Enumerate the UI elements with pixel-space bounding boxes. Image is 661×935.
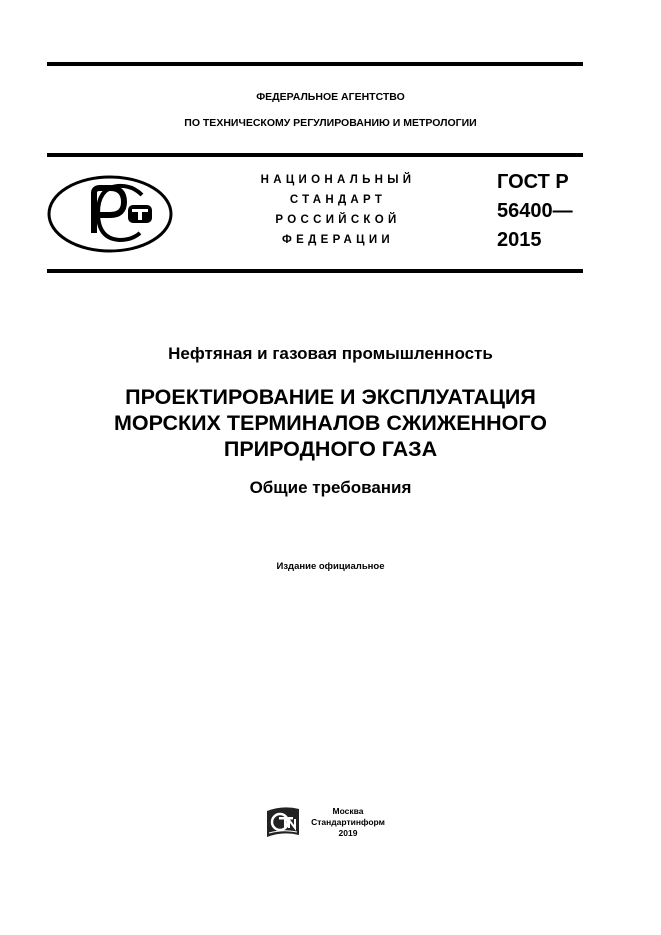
agency-line-1: ФЕДЕРАЛЬНОЕ АГЕНТСТВО [256, 91, 405, 103]
designation-line-2: 56400— [497, 200, 573, 222]
natstd-line-1: НАЦИОНАЛЬНЫЙ [260, 174, 416, 186]
rst-gost-logo-icon [46, 173, 174, 255]
document-subtitle: Общие требования [249, 478, 412, 497]
title-line-1: ПРОЕКТИРОВАНИЕ И ЭКСПЛУАТАЦИЯ [125, 385, 536, 409]
industry-heading: Нефтяная и газовая промышленность [168, 344, 493, 363]
national-standard-label [238, 170, 438, 250]
publisher-year: 2019 [338, 828, 358, 838]
title-line-3: ПРИРОДНОГО ГАЗА [223, 437, 438, 461]
top-rule [47, 62, 583, 66]
edition-label: Издание официальное [276, 561, 385, 572]
publisher-city: Москва [332, 806, 364, 816]
natstd-line-4: ФЕДЕРАЦИИ [282, 234, 394, 246]
middle-rule [47, 153, 583, 157]
designation-line-1: ГОСТ Р [497, 171, 569, 193]
bottom-rule [47, 269, 583, 273]
designation-line-3: 2015 [497, 229, 542, 251]
publisher-info [308, 806, 388, 839]
natstd-line-2: СТАНДАРТ [289, 194, 387, 206]
publisher-name: Стандартинформ [311, 817, 385, 827]
natstd-line-3: РОССИЙСКОЙ [275, 214, 401, 226]
agency-line-2: ПО ТЕХНИЧЕСКОМУ РЕГУЛИРОВАНИЮ И МЕТРОЛОГИИ [184, 117, 477, 129]
standartinform-logo-icon [265, 805, 301, 839]
title-line-2: МОРСКИХ ТЕРМИНАЛОВ СЖИЖЕННОГО [114, 411, 547, 435]
standard-designation [497, 168, 573, 255]
document-title [0, 384, 661, 462]
